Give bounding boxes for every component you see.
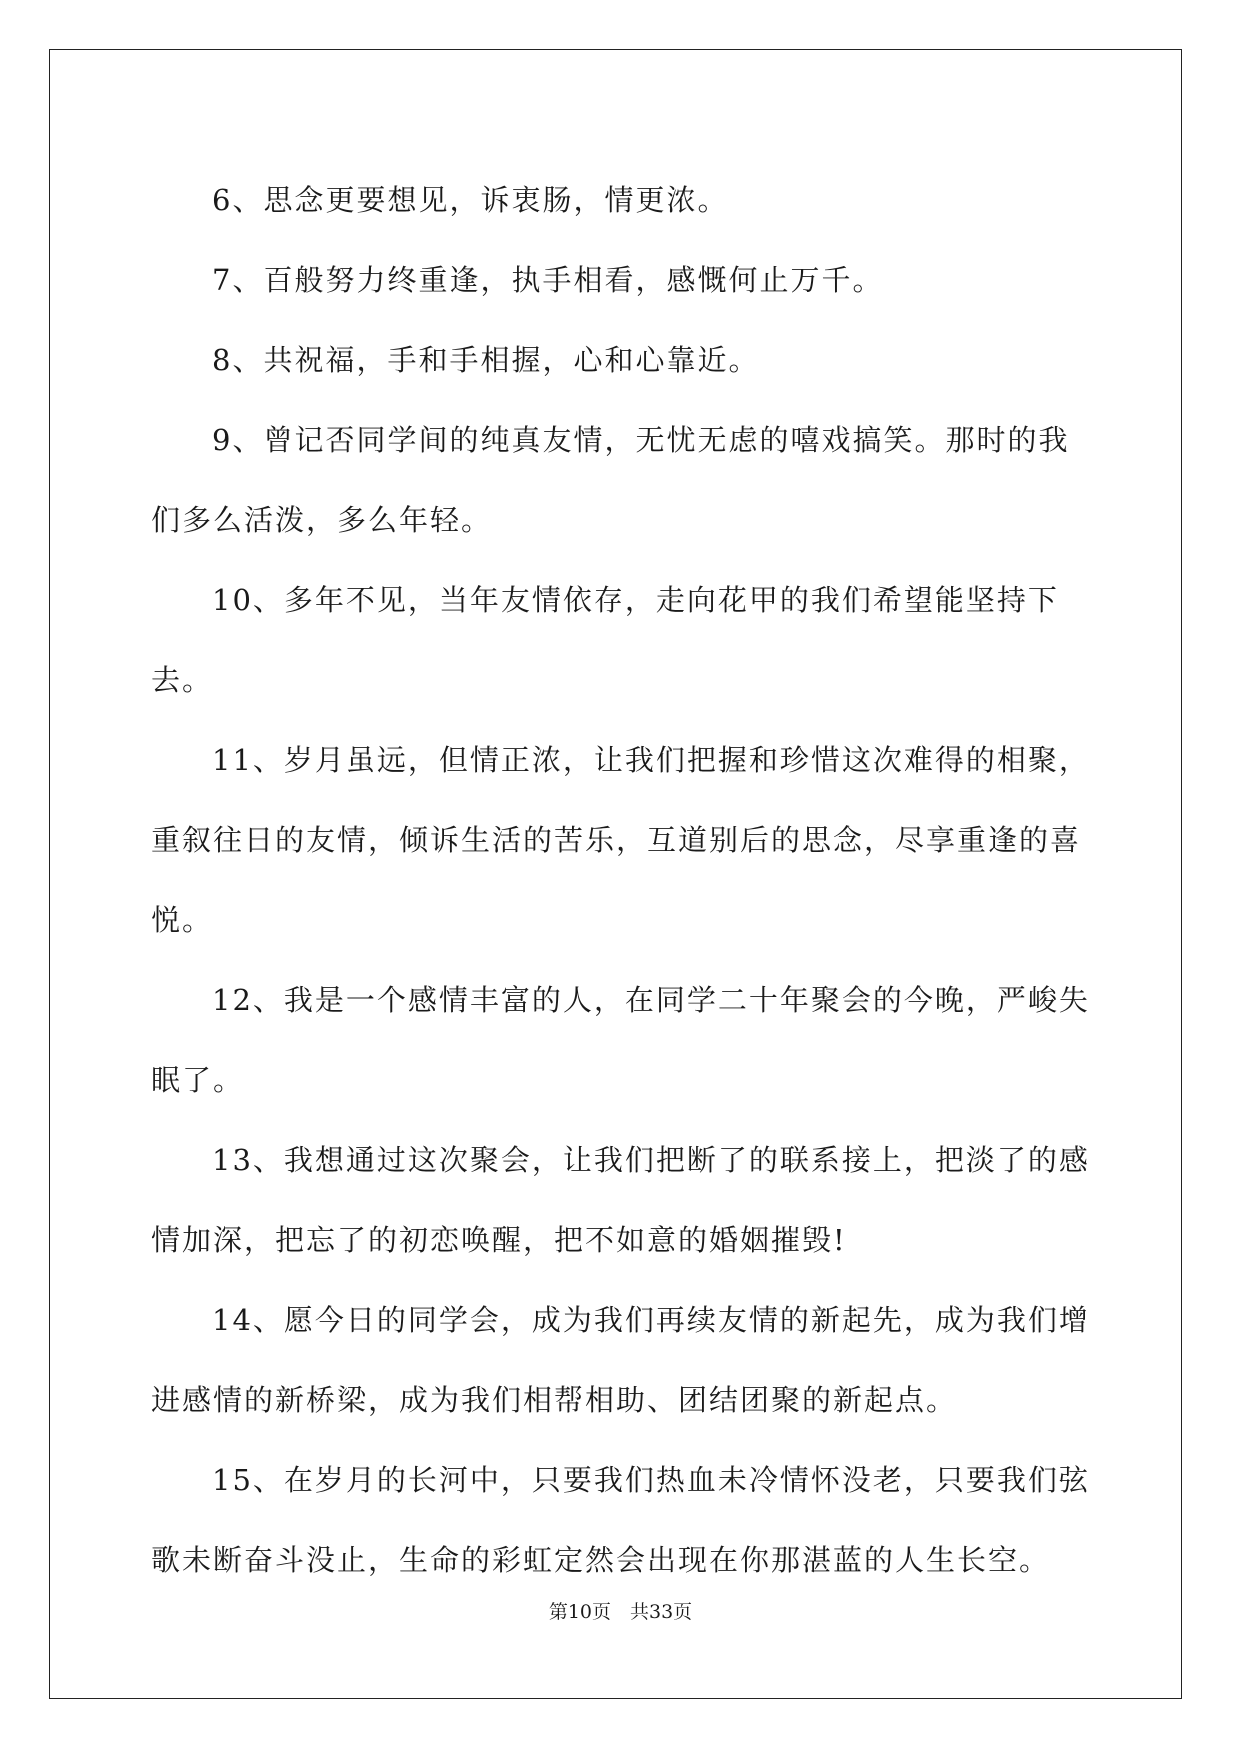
paragraph-14: 14、愿今日的同学会，成为我们再续友情的新起先，成为我们增进感情的新桥梁，成为我们相帮相助、团结团聚的新起点。 bbox=[151, 1303, 1090, 1417]
paragraph-12: 12、我是一个感情丰富的人，在同学二十年聚会的今晚，严峻失眠了。 bbox=[151, 983, 1090, 1097]
page-number-footer: 第10页 共33页 bbox=[548, 1601, 693, 1623]
paragraph-9: 9、曾记否同学间的纯真友情，无忧无虑的嘻戏搞笑。那时的我们多么活泼，多么年轻。 bbox=[151, 423, 1070, 537]
paragraph-6: 6、思念更要想见，诉衷肠，情更浓。 bbox=[212, 183, 729, 217]
paragraph-8: 8、共祝福，手和手相握，心和心靠近。 bbox=[212, 343, 760, 377]
paragraph-11: 11、岁月虽远，但情正浓，让我们把握和珍惜这次难得的相聚，重叙往日的友情，倾诉生活的苦乐，互道别后的思念，尽享重逢的喜悦。 bbox=[151, 743, 1090, 937]
paragraph-13: 13、我想通过这次聚会，让我们把断了的联系接上，把淡了的感情加深，把忘了的初恋唤醒，把不如意的婚姻摧毁! bbox=[151, 1143, 1090, 1257]
paragraph-10: 10、多年不见，当年友情依存，走向花甲的我们希望能坚持下去。 bbox=[151, 583, 1059, 697]
paragraph-15: 15、在岁月的长河中，只要我们热血未冷情怀没老，只要我们弦歌未断奋斗没止，生命的彩虹定然会出现在你那湛蓝的人生长空。 bbox=[151, 1463, 1090, 1577]
document-body bbox=[151, 160, 1091, 1600]
paragraph-7: 7、百般努力终重逢，执手相看，感慨何止万千。 bbox=[212, 263, 884, 297]
